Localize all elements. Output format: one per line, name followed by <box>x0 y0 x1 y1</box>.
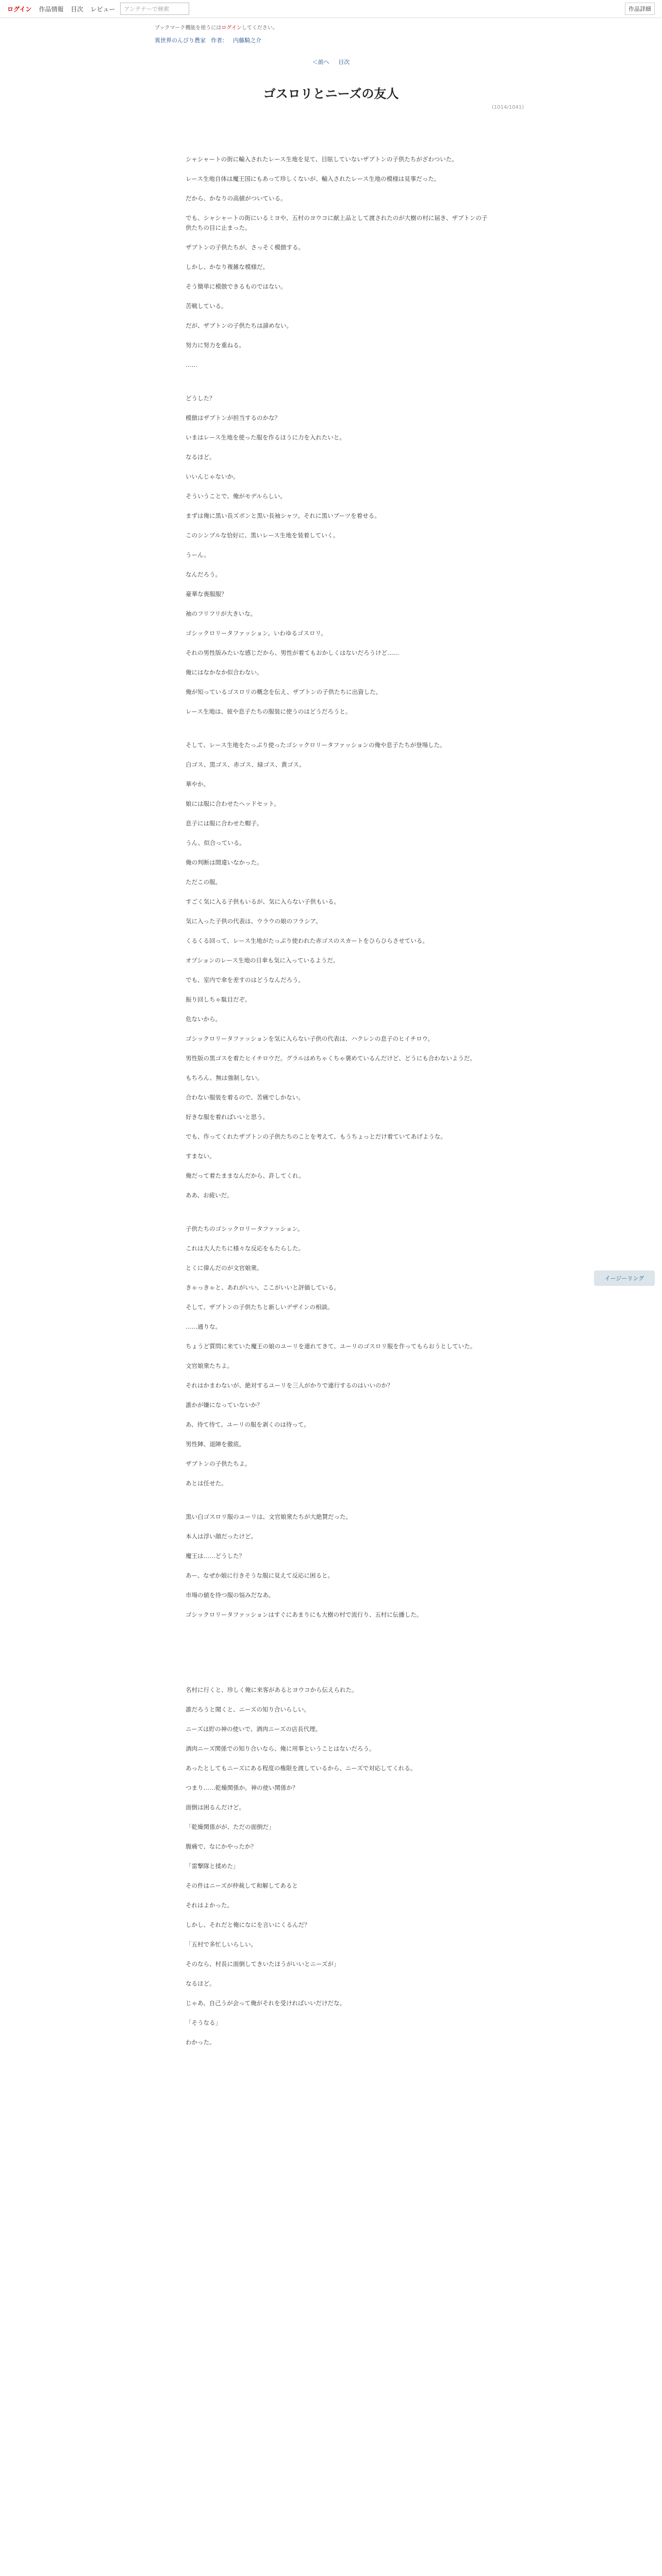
breadcrumb <box>155 36 662 44</box>
paragraph: 本人は浮い顔だったけど。 <box>186 1533 257 1540</box>
nav-item-work-info[interactable]: 作品情報 <box>39 5 64 13</box>
breadcrumb-author-label: 作者： <box>211 37 228 44</box>
paragraph: もちろん、無は強制しない。 <box>186 1074 263 1081</box>
paragraph: うーん。 <box>186 551 210 558</box>
paragraph: 子供たちのゴシックロリータファッション。 <box>186 1225 304 1232</box>
paragraph: 黒い白ゴスロリ服のユーリは、文官娘衆たちが大絶賛だった。 <box>186 1513 352 1520</box>
paragraph <box>186 726 490 736</box>
work-detail-button[interactable]: 作品詳細 <box>625 3 655 15</box>
paragraph: オプションのレース生地の日傘も気に入っているようだ。 <box>186 957 339 964</box>
paragraph: いまはレース生地を使った服を作るほうに力を入れたいと。 <box>186 434 345 441</box>
paragraph: 魔王は……どうした？ <box>186 1552 245 1560</box>
paragraph: レース生地は、彼や息子たちの服装に使うのはどうだろうと。 <box>186 708 352 715</box>
paragraph <box>186 1643 490 1653</box>
paragraph: でも、シャシャートの街にいるミヨや、五村のヨウコに献上品として渡されたのが大樹の村に届き、ザブトンの子供たちの目に止まった。 <box>186 214 488 231</box>
paragraph: 俺の判断は間違いなかった。 <box>186 859 263 866</box>
paragraph: ゴシックロリータファッション。いわゆるゴスロリ。 <box>186 630 327 637</box>
paragraph: 酒肉ニーズ関係での知り合いなら、俺に用事ということはないだろう。 <box>186 1745 375 1752</box>
chapter-nav <box>0 58 662 66</box>
paragraph: なるほど。 <box>186 1980 216 1987</box>
chapter-title: ゴスロリとニーズの友人 <box>263 87 399 101</box>
paragraph: 腹痛で、なにかやったか？ <box>186 1843 257 1850</box>
paragraph: 豪華な喪服服？ <box>186 590 227 598</box>
paragraph <box>186 1498 490 1508</box>
paragraph: つまり……乾燥関係か。神の使い関係か？ <box>186 1784 299 1791</box>
paragraph: 努力に努力を重ねる。 <box>186 342 245 349</box>
paragraph: だが、ザブトンの子供たちは諦めない。 <box>186 322 292 329</box>
paragraph: きゃっきゃと、あれがいい、ここがいいと評価している。 <box>186 1284 340 1291</box>
floating-button[interactable]: イージーリング <box>594 1270 655 1286</box>
paragraph <box>186 1657 490 1667</box>
paragraph: 合わない服装を着るので、苦痛でしかない。 <box>186 1094 304 1101</box>
paragraph: 「乾燥関係がが、ただの面倒だ」 <box>186 1823 275 1831</box>
top-nav <box>39 5 115 13</box>
paragraph: まずは俺に黒い長ズボンと黒い長袖シャツ。それに黒いブーツを着せる。 <box>186 512 380 519</box>
paragraph: すごく気に入る子供もいるが、気に入らない子供もいる。 <box>186 898 340 905</box>
paragraph: うん、似合っている。 <box>186 839 245 846</box>
page-number: (1014/1041) <box>492 105 524 110</box>
paragraph: 男性陣、退陣を徹底。 <box>186 1440 245 1448</box>
paragraph: 名村に行くと、珍しく俺に来客があるとヨウコから伝えられた。 <box>186 1686 358 1693</box>
paragraph: とくに偉んだのが文官娘衆。 <box>186 1264 263 1272</box>
top-navigation-bar <box>0 0 662 18</box>
paragraph: これは大人たちに様々な反応をもたらした。 <box>186 1245 304 1252</box>
paragraph: しかし、それだと俺になにを言いにくるんだ？ <box>186 1921 310 1928</box>
paragraph: わかった。 <box>186 2039 216 2046</box>
chapter-body <box>186 155 490 2057</box>
paragraph: じゃあ、自己うが会って俺がそれを受ければいいだけだな。 <box>186 1999 346 2007</box>
paragraph <box>186 1210 490 1220</box>
paragraph: 「五村で多忙しいらしい。 <box>186 1941 257 1948</box>
paragraph <box>186 380 490 389</box>
paragraph: ただこの服。 <box>186 878 221 886</box>
paragraph: 「そうなる」 <box>186 2019 221 2026</box>
paragraph: 危ないから。 <box>186 1015 221 1023</box>
notice-login-link[interactable]: ログイン <box>221 25 242 31</box>
paragraph: 袖のフリフリが大きいな。 <box>186 610 257 617</box>
paragraph: ニーズは貯の神の使いで、酒肉ニーズの店長代理。 <box>186 1725 322 1733</box>
paragraph: 俺にはなかなか似合わない。 <box>186 669 263 676</box>
paragraph: 誰かが嫌になっていないか？ <box>186 1401 263 1409</box>
paragraph: ああ、お疲いだ。 <box>186 1192 233 1199</box>
bookmark-notice <box>155 23 662 31</box>
nav-item-review[interactable]: レビュー <box>90 5 115 13</box>
paragraph: それはかまわないが、絶対するユーリを三人がかりで連行するのはいいのか？ <box>186 1382 393 1389</box>
paragraph: いいんじゃないか。 <box>186 473 239 480</box>
paragraph: ザブトンの子供たちが、さっそく模倣する。 <box>186 244 304 251</box>
paragraph: 苦戦している。 <box>186 302 227 310</box>
paragraph: 「雷撃隊と揉めた」 <box>186 1862 239 1870</box>
notice-suffix: してください。 <box>241 25 278 31</box>
paragraph: シャシャートの街に輸入されたレース生地を見て、目眩していないザブトンの子供たちがざわついた。 <box>186 156 458 163</box>
breadcrumb-series[interactable]: 異世界のんびり農家 <box>155 37 206 44</box>
paragraph: 振り回しちゃ駄目だぞ。 <box>186 996 251 1003</box>
paragraph: 男性版の黒ゴスを着たヒイチロウだ。グラルはめちゃくちゃ褒めているんだけど、どうにも合わないようだ。 <box>186 1055 476 1062</box>
paragraph: 市場の値を待つ服の悩みだなあ。 <box>186 1591 275 1599</box>
paragraph: ちょうど質問に来ていた魔王の娘のユーリを連れてきて、ユーリのゴスロリ服を作ってもらおうとしていた。 <box>186 1343 476 1350</box>
paragraph: その件はニーズが仲裁して和解してあると <box>186 1882 298 1889</box>
paragraph: あったとしてもニーズにある程度の権限を渡しているから、ニーズで対応してくれる。 <box>186 1765 417 1772</box>
paragraph: あ、待て待て。ユーリの服を剥くのは待って。 <box>186 1421 310 1428</box>
paragraph: 面倒は困るんだけど。 <box>186 1804 245 1811</box>
paragraph: 俺だって着たままなんだから、許してくれ。 <box>186 1172 305 1179</box>
search-input[interactable]: アンテナーで検索 <box>120 3 189 15</box>
paragraph: しかし、かなり複雑な模様だ。 <box>186 263 269 270</box>
login-link[interactable]: ログイン <box>7 5 32 13</box>
paragraph: くるくる回って、レース生地がたっぷり使われた赤ゴスのスカートをひらひらさせている。 <box>186 937 428 944</box>
paragraph: それはよかった。 <box>186 1902 233 1909</box>
paragraph: 気に入った子供の代表は、ウラウの娘のフラシア。 <box>186 918 322 925</box>
paragraph: そういうことで、俺がモデルらしい。 <box>186 493 286 500</box>
paragraph: だから、かなりの高値がついている。 <box>186 195 287 202</box>
paragraph: そう簡単に模倣できるものではない。 <box>186 283 287 290</box>
paragraph: 誰だろうと聞くと、ニーズの知り合いらしい。 <box>186 1706 310 1713</box>
paragraph: ……通りな。 <box>186 1323 221 1330</box>
paragraph: あとは任せた。 <box>186 1480 227 1487</box>
paragraph: そして、ザブトンの子供たちと新しいデザインの相談。 <box>186 1303 334 1311</box>
paragraph: …… <box>186 361 197 368</box>
paragraph: 白ゴス、黒ゴス、赤ゴス、緑ゴス、黄ゴス。 <box>186 761 305 768</box>
paragraph: あー、なぜか娘に行きそうな服に見えて反応に困ると。 <box>186 1572 334 1579</box>
paragraph: 華やか。 <box>186 781 209 788</box>
paragraph: ザブトンの子供たちよ。 <box>186 1460 251 1467</box>
paragraph: でも、作ってくれたザブトンの子供たちのことを考えて、もうちょっとだけ着ていてあげような。 <box>186 1133 446 1140</box>
paragraph: でも、室内で傘を差すのはどうなんだろう。 <box>186 976 304 984</box>
paragraph: それの男性版みたいな感じだから、男性が着てもおかしくはないだろうけど…… <box>186 649 399 656</box>
paragraph <box>186 1630 490 1639</box>
paragraph: 文官娘衆たちよ。 <box>186 1362 233 1369</box>
breadcrumb-author[interactable]: 内藤騎之介 <box>233 37 261 44</box>
paragraph: レース生地自体は魔王国にもあって珍しくないが、輸入されたレース生地の模様は見事だった。 <box>186 175 440 182</box>
paragraph: 息子には服に合わせた帽子。 <box>186 820 263 827</box>
toc-link[interactable]: 目次 <box>338 59 350 65</box>
paragraph: なるほど。 <box>186 453 216 461</box>
paragraph: すまない。 <box>186 1153 216 1160</box>
paragraph: 模倣はザブトンが担当するのかな？ <box>186 414 280 421</box>
paragraph: そして、レース生地をたっぷり使ったゴシックロリータファッションの俺や息子たちが登場した。 <box>186 741 446 749</box>
paragraph: そのなら、村長に面倒してきいたほうがいいとニーズが」 <box>186 1960 340 1968</box>
paragraph: 好きな服を着ればいいと思う。 <box>186 1113 269 1121</box>
paragraph: ゴシックロリータファッションを気に入らない子供の代表は、ハクレンの息子のヒイチロウ。 <box>186 1035 434 1042</box>
paragraph: なんだろう。 <box>186 571 221 578</box>
notice-prefix: ブックマーク機能を使うには <box>155 25 222 31</box>
paragraph: このシンプルな恰好に、黒いレース生地を装着していく。 <box>186 532 339 539</box>
paragraph: 俺が知っているゴスロリの概念を伝え、ザブトンの子供たちに出資した。 <box>186 688 382 696</box>
nav-item-toc[interactable]: 目次 <box>71 5 84 13</box>
paragraph: 娘には服に合わせたヘッドセット。 <box>186 800 280 807</box>
paragraph <box>186 1671 490 1681</box>
paragraph: ゴシックロリータファッションはすぐにあまりにも大樹の村で流行り、五村に伝播した。 <box>186 1611 423 1618</box>
paragraph: どうした？ <box>186 395 216 402</box>
prev-link[interactable]: ＜前へ <box>312 59 329 65</box>
